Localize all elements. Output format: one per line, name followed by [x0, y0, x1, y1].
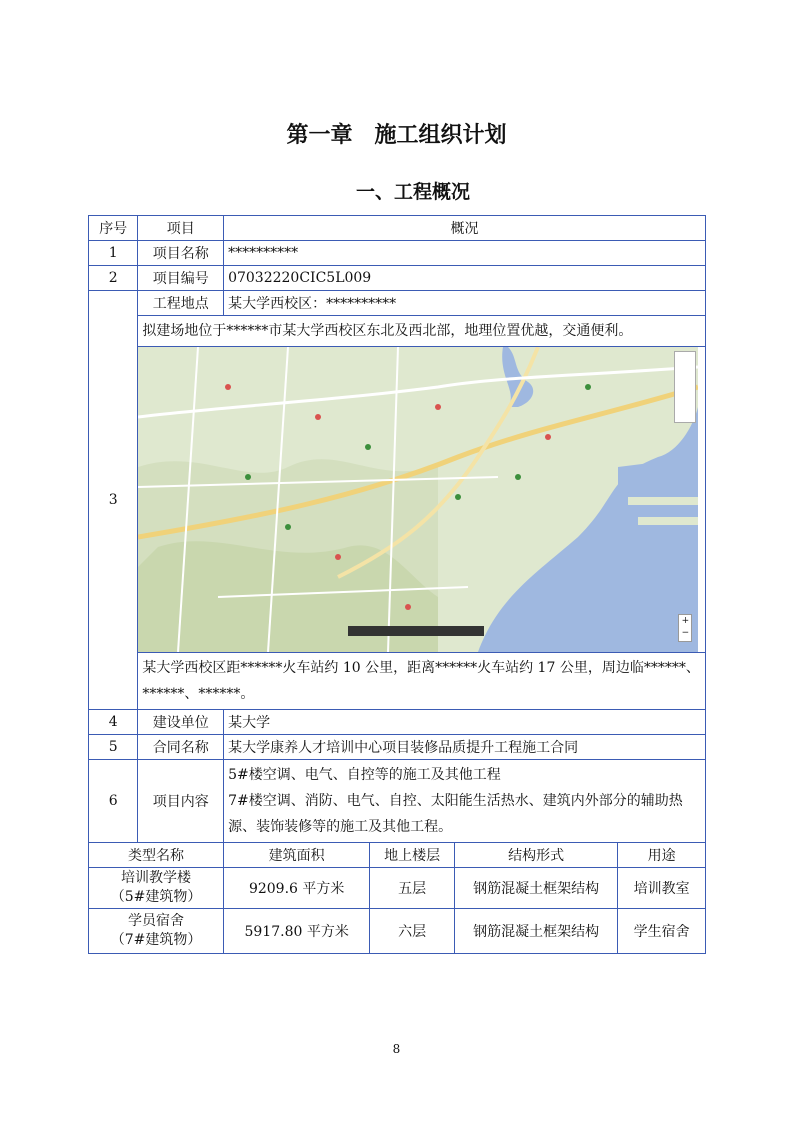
table-row [89, 909, 706, 954]
row-value: ********** [224, 241, 706, 266]
building-name-line1: 培训教学楼 [121, 870, 192, 886]
location-description: 拟建场地位于******市某大学西校区东北及西北部，地理位置优越，交通便利。 [138, 316, 706, 347]
section-title: 一、工程概况 [355, 181, 470, 203]
building-structure: 钢筋混凝土框架结构 [454, 909, 617, 954]
row-value: 某大学康养人才培训中心项目装修品质提升工程施工合同 [224, 735, 706, 760]
building-use: 学生宿舍 [618, 909, 706, 954]
map-graphic [138, 347, 698, 652]
location-distance-description: 某大学西校区距******火车站约 10 公里，距离******火车站约 17 公里，周边临******、******、******。 [138, 653, 706, 710]
header-floors: 地上楼层 [370, 843, 455, 868]
building-structure: 钢筋混凝土框架结构 [454, 868, 617, 909]
page-number: 8 [392, 1042, 401, 1056]
building-use: 培训教室 [618, 868, 706, 909]
building-area: 9209.6 平方米 [224, 868, 370, 909]
table-row [89, 291, 706, 316]
row-seq: 5 [89, 735, 138, 760]
table-row [89, 241, 706, 266]
row-seq: 1 [89, 241, 138, 266]
table-row [89, 710, 706, 735]
building-name-line2: （5#建筑物） [110, 889, 202, 905]
row-seq: 3 [89, 291, 138, 710]
row-item: 项目内容 [138, 760, 224, 843]
row-seq: 2 [89, 266, 138, 291]
building-floors: 五层 [370, 868, 455, 909]
row-value: 某大学 [224, 710, 706, 735]
building-floors: 六层 [370, 909, 455, 954]
row-item: 项目编号 [138, 266, 224, 291]
chapter-title: 第一章 施工组织计划 [286, 123, 507, 148]
row-item: 项目名称 [138, 241, 224, 266]
building-area: 5917.80 平方米 [224, 909, 370, 954]
content-line-1: 5#楼空调、电气、自控等的施工及其他工程 [228, 767, 501, 783]
row-value [224, 760, 706, 843]
map-zoom-control[interactable]: + − [678, 614, 692, 642]
header-area: 建筑面积 [224, 843, 370, 868]
header-overview: 概况 [224, 216, 706, 241]
header-structure: 结构形式 [454, 843, 617, 868]
location-map[interactable] [138, 347, 698, 652]
project-overview-table [88, 215, 706, 954]
header-item: 项目 [138, 216, 224, 241]
header-type: 类型名称 [89, 843, 224, 868]
content-line-2: 7#楼空调、消防、电气、自控、太阳能生活热水、建筑内外部分的辅助热源、装饰装修等的施工及其他工程。 [228, 793, 683, 835]
row-item: 工程地点 [138, 291, 224, 316]
map-layer-control[interactable] [674, 351, 696, 423]
row-seq: 4 [89, 710, 138, 735]
header-seq: 序号 [89, 216, 138, 241]
header-use: 用途 [618, 843, 706, 868]
row-value: 07032220CIC5L009 [224, 266, 706, 291]
building-name [89, 909, 224, 954]
row-item: 建设单位 [138, 710, 224, 735]
building-name-line2: （7#建筑物） [110, 932, 202, 948]
table-row [89, 868, 706, 909]
table-row [89, 266, 706, 291]
row-seq: 6 [89, 760, 138, 843]
map-coordinate-bar [348, 626, 484, 636]
building-name-line1: 学员宿舍 [128, 913, 185, 929]
table-row [89, 760, 706, 843]
row-value: 某大学西校区：********** [224, 291, 706, 316]
building-name [89, 868, 224, 909]
table-row [89, 735, 706, 760]
row-item: 合同名称 [138, 735, 224, 760]
